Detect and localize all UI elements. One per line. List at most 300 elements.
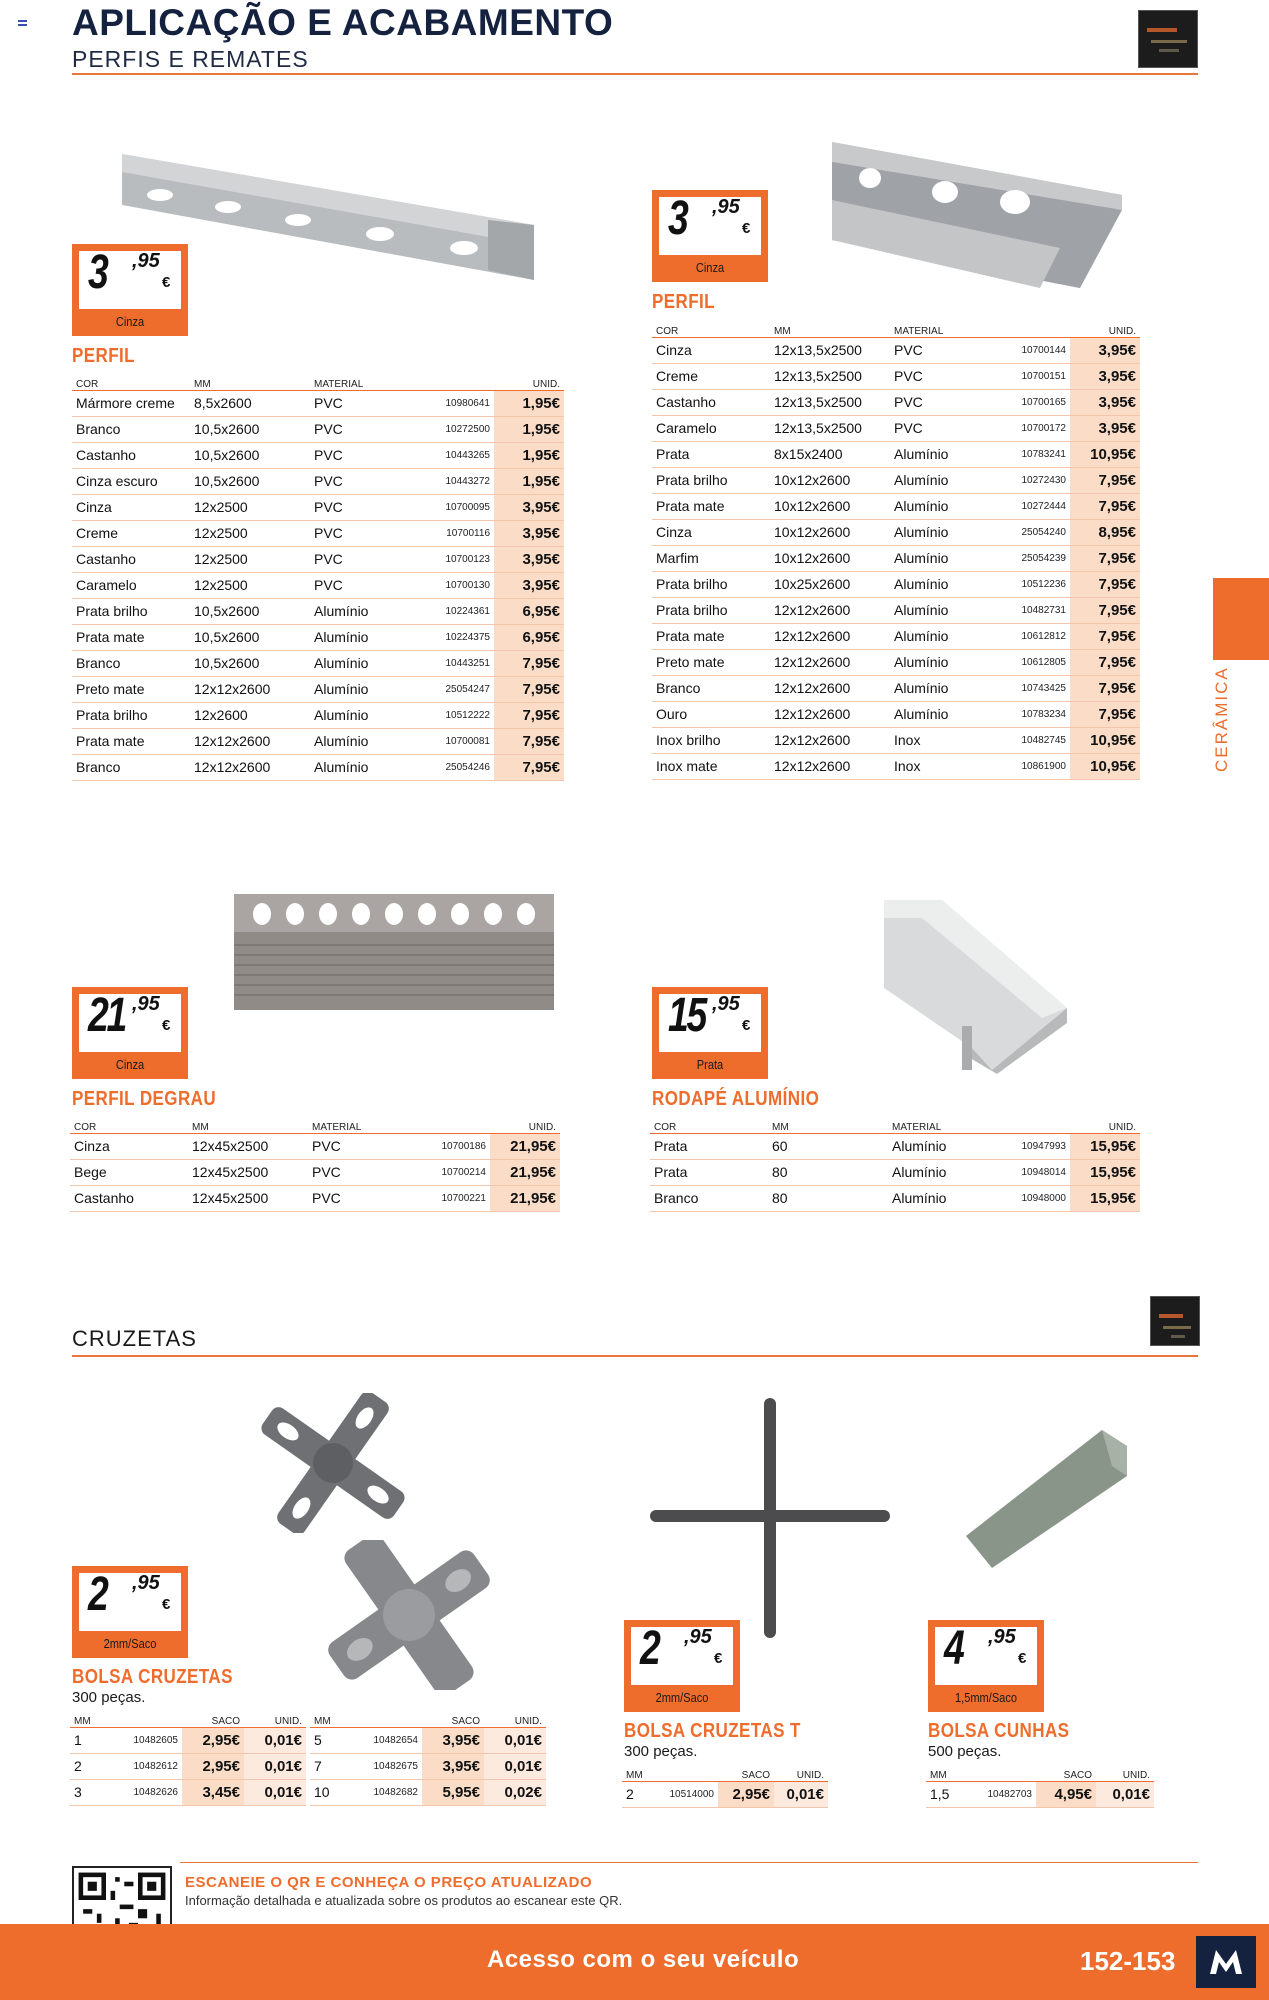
table-row bbox=[652, 337, 1140, 363]
cell-price: 6,95€ bbox=[494, 624, 564, 650]
perfil-degrau-table bbox=[70, 1116, 560, 1212]
column-header: UNID. bbox=[1070, 320, 1140, 337]
cell-bag-price: 5,95€ bbox=[422, 1779, 484, 1805]
column-header: MM bbox=[190, 373, 310, 390]
cell-price: 7,95€ bbox=[1070, 571, 1140, 597]
cell-price: 7,95€ bbox=[1070, 545, 1140, 571]
cell-color: Ouro bbox=[652, 701, 770, 727]
price-badge-bolsa-cruzetas-t: 2 ,95 € 2mm/Saco bbox=[624, 1620, 740, 1712]
cell-size: 10x12x2600 bbox=[770, 493, 890, 519]
cell-material: Alumínio bbox=[890, 623, 1000, 649]
column-header bbox=[1000, 320, 1070, 337]
table-row bbox=[652, 545, 1140, 571]
cell-color: Inox brilho bbox=[652, 727, 770, 753]
cell-color: Preto mate bbox=[72, 676, 190, 702]
cell-material: Alumínio bbox=[890, 545, 1000, 571]
cell-sku: 10482675 bbox=[350, 1753, 422, 1779]
table-row bbox=[652, 675, 1140, 701]
cell-material: Alumínio bbox=[890, 701, 1000, 727]
table-header-row bbox=[72, 373, 564, 390]
cell-color: Inox mate bbox=[652, 753, 770, 779]
table-row bbox=[72, 442, 564, 468]
cell-sku: 10272430 bbox=[1000, 467, 1070, 493]
cell-size: 12x2500 bbox=[190, 520, 310, 546]
table-row bbox=[926, 1781, 1154, 1807]
cell-size: 12x2500 bbox=[190, 494, 310, 520]
cell-size: 12x2600 bbox=[190, 702, 310, 728]
cell-sku: 10700116 bbox=[422, 520, 494, 546]
column-header: SACO bbox=[182, 1710, 244, 1727]
cell-price: 10,95€ bbox=[1070, 441, 1140, 467]
cell-material: PVC bbox=[310, 390, 422, 416]
cell-material: Alumínio bbox=[888, 1159, 1000, 1185]
cell-material: PVC bbox=[310, 494, 422, 520]
cell-size: 10,5x2600 bbox=[190, 598, 310, 624]
column-header: MM bbox=[310, 1710, 350, 1727]
cell-size: 12x12x2600 bbox=[190, 754, 310, 780]
cell-size: 12x13,5x2500 bbox=[770, 389, 890, 415]
cell-price: 7,95€ bbox=[1070, 493, 1140, 519]
price-badge-perfil-b: 3 ,95 € Cinza bbox=[652, 190, 768, 282]
table-row bbox=[310, 1779, 546, 1805]
cell-unit-price: 0,02€ bbox=[484, 1779, 546, 1805]
column-header bbox=[1000, 1116, 1070, 1133]
qr-subtitle: Informação detalhada e atualizada sobre os produtos ao escanear este QR. bbox=[185, 1893, 623, 1908]
cell-price: 7,95€ bbox=[1070, 467, 1140, 493]
bolsa-cruzetas-table-left bbox=[70, 1710, 306, 1806]
cell-size: 8,5x2600 bbox=[190, 390, 310, 416]
cell-sku: 10700144 bbox=[1000, 337, 1070, 363]
column-header: MATERIAL bbox=[310, 373, 422, 390]
cell-sku: 10514000 bbox=[656, 1781, 718, 1807]
cell-price: 15,95€ bbox=[1070, 1133, 1140, 1159]
table-row bbox=[650, 1185, 1140, 1211]
cell-sku: 10612812 bbox=[1000, 623, 1070, 649]
cruzeta-cross-image-2 bbox=[318, 1540, 500, 1690]
table-header-row bbox=[652, 320, 1140, 337]
cell-sku: 10947993 bbox=[1000, 1133, 1070, 1159]
cell-bag-price: 4,95€ bbox=[1036, 1781, 1096, 1807]
bolsa-cunhas-table bbox=[926, 1764, 1154, 1808]
cell-color: Bege bbox=[70, 1159, 188, 1185]
cell-size: 12x13,5x2500 bbox=[770, 363, 890, 389]
column-header bbox=[110, 1710, 182, 1727]
cell-color: Castanho bbox=[70, 1185, 188, 1211]
table-header-row bbox=[310, 1710, 546, 1727]
perfil-b-image bbox=[830, 140, 1125, 290]
cruzeta-t-image bbox=[650, 1398, 890, 1638]
table-row bbox=[70, 1727, 306, 1753]
cell-sku: 10272500 bbox=[422, 416, 494, 442]
page-title: APLICAÇÃO E ACABAMENTO bbox=[72, 2, 614, 43]
cell-price: 7,95€ bbox=[1070, 649, 1140, 675]
cell-color: Branco bbox=[650, 1185, 768, 1211]
cell-material: PVC bbox=[310, 468, 422, 494]
cell-color: Prata brilho bbox=[72, 598, 190, 624]
cell-price: 7,95€ bbox=[494, 650, 564, 676]
cell-bag-price: 3,95€ bbox=[422, 1753, 484, 1779]
cell-price: 10,95€ bbox=[1070, 753, 1140, 779]
cell-material: PVC bbox=[890, 415, 1000, 441]
cell-size: 12x45x2500 bbox=[188, 1159, 308, 1185]
cell-sku: 25054246 bbox=[422, 754, 494, 780]
table-row bbox=[72, 416, 564, 442]
table-header-row bbox=[622, 1764, 828, 1781]
cell-price: 3,95€ bbox=[1070, 363, 1140, 389]
cell-price: 21,95€ bbox=[490, 1133, 560, 1159]
cell-size: 12x12x2600 bbox=[770, 753, 890, 779]
cell-size: 1 bbox=[70, 1727, 110, 1753]
cell-unit-price: 0,01€ bbox=[244, 1727, 306, 1753]
cell-color: Prata brilho bbox=[72, 702, 190, 728]
cell-material: Alumínio bbox=[310, 598, 422, 624]
cell-color: Prata mate bbox=[652, 623, 770, 649]
rodape-title: RODAPÉ ALUMÍNIO bbox=[652, 1088, 820, 1110]
table-row bbox=[652, 649, 1140, 675]
cell-material: Alumínio bbox=[890, 571, 1000, 597]
cell-material: Alumínio bbox=[310, 728, 422, 754]
column-header: SACO bbox=[718, 1764, 774, 1781]
cell-size: 10,5x2600 bbox=[190, 650, 310, 676]
cell-price: 7,95€ bbox=[1070, 675, 1140, 701]
bolsa-cruzetas-t-table bbox=[622, 1764, 828, 1808]
cell-color: Prata brilho bbox=[652, 597, 770, 623]
cell-color: Cinza bbox=[70, 1133, 188, 1159]
cell-size: 10x12x2600 bbox=[770, 545, 890, 571]
column-header: MM bbox=[770, 320, 890, 337]
cell-sku: 10700123 bbox=[422, 546, 494, 572]
cell-color: Caramelo bbox=[72, 572, 190, 598]
cell-price: 21,95€ bbox=[490, 1159, 560, 1185]
table-row bbox=[310, 1727, 546, 1753]
cell-material: PVC bbox=[310, 546, 422, 572]
bolsa-cruzetas-table-right bbox=[310, 1710, 546, 1806]
cruzetas-divider bbox=[72, 1355, 1198, 1357]
cell-color: Prata mate bbox=[72, 728, 190, 754]
cell-sku: 10700151 bbox=[1000, 363, 1070, 389]
table-row bbox=[72, 520, 564, 546]
table-row bbox=[652, 701, 1140, 727]
cell-sku: 10743425 bbox=[1000, 675, 1070, 701]
bolsa-cunhas-title: BOLSA CUNHAS bbox=[928, 1720, 1070, 1742]
cell-color: Prata bbox=[650, 1133, 768, 1159]
cell-material: Alumínio bbox=[890, 441, 1000, 467]
table-row bbox=[310, 1753, 546, 1779]
cell-bag-price: 2,95€ bbox=[182, 1753, 244, 1779]
cell-size: 10,5x2600 bbox=[190, 624, 310, 650]
brand-logo-small bbox=[1150, 1296, 1200, 1346]
cell-price: 3,95€ bbox=[494, 494, 564, 520]
cell-material: Alumínio bbox=[890, 649, 1000, 675]
cell-material: Inox bbox=[890, 727, 1000, 753]
column-header: SACO bbox=[1036, 1764, 1096, 1781]
cell-price: 7,95€ bbox=[494, 728, 564, 754]
cell-size: 12x2500 bbox=[190, 572, 310, 598]
cell-size: 12x12x2600 bbox=[770, 675, 890, 701]
cell-color: Caramelo bbox=[652, 415, 770, 441]
cell-size: 12x12x2600 bbox=[190, 728, 310, 754]
column-header: MM bbox=[70, 1710, 110, 1727]
footer-text: Acesso com o seu veículo bbox=[487, 1946, 800, 1973]
table-row bbox=[72, 754, 564, 780]
cell-sku: 10482745 bbox=[1000, 727, 1070, 753]
cell-material: PVC bbox=[308, 1185, 420, 1211]
cell-material: Alumínio bbox=[310, 676, 422, 702]
cell-size: 80 bbox=[768, 1159, 888, 1185]
column-header: MATERIAL bbox=[308, 1116, 420, 1133]
column-header: MATERIAL bbox=[888, 1116, 1000, 1133]
table-row bbox=[652, 753, 1140, 779]
cell-color: Castanho bbox=[72, 442, 190, 468]
brand-logo bbox=[1138, 10, 1198, 68]
cell-price: 7,95€ bbox=[494, 702, 564, 728]
menu-icon[interactable] bbox=[18, 20, 27, 26]
cell-sku: 10700095 bbox=[422, 494, 494, 520]
cell-price: 7,95€ bbox=[1070, 701, 1140, 727]
cell-material: PVC bbox=[310, 416, 422, 442]
table-row bbox=[652, 363, 1140, 389]
table-header-row bbox=[70, 1116, 560, 1133]
table-row bbox=[70, 1753, 306, 1779]
cell-material: Alumínio bbox=[890, 493, 1000, 519]
cell-price: 15,95€ bbox=[1070, 1185, 1140, 1211]
page-subtitle: PERFIS E REMATES bbox=[72, 46, 309, 72]
cell-sku: 10700186 bbox=[420, 1133, 490, 1159]
cruzeta-cross-image-1 bbox=[248, 1393, 418, 1533]
cell-material: PVC bbox=[890, 363, 1000, 389]
table-row bbox=[72, 650, 564, 676]
column-header: COR bbox=[652, 320, 770, 337]
cell-size: 1,5 bbox=[926, 1781, 970, 1807]
table-row bbox=[650, 1159, 1140, 1185]
cell-sku: 10224361 bbox=[422, 598, 494, 624]
cell-price: 3,95€ bbox=[494, 572, 564, 598]
cell-price: 3,95€ bbox=[494, 520, 564, 546]
cell-size: 2 bbox=[70, 1753, 110, 1779]
table-row bbox=[650, 1133, 1140, 1159]
cell-price: 1,95€ bbox=[494, 390, 564, 416]
cell-color: Prata brilho bbox=[652, 571, 770, 597]
cell-price: 6,95€ bbox=[494, 598, 564, 624]
cell-material: Alumínio bbox=[890, 675, 1000, 701]
cell-size: 12x45x2500 bbox=[188, 1133, 308, 1159]
cell-size: 12x13,5x2500 bbox=[770, 337, 890, 363]
perfil-a-title: PERFIL bbox=[72, 345, 136, 367]
cell-sku: 10783234 bbox=[1000, 701, 1070, 727]
table-row bbox=[622, 1781, 828, 1807]
table-row bbox=[72, 546, 564, 572]
cell-material: PVC bbox=[890, 337, 1000, 363]
cell-price: 7,95€ bbox=[494, 676, 564, 702]
table-row bbox=[70, 1185, 560, 1211]
cell-color: Preto mate bbox=[652, 649, 770, 675]
cell-color: Castanho bbox=[652, 389, 770, 415]
table-row bbox=[652, 389, 1140, 415]
qr-divider bbox=[180, 1862, 1198, 1863]
cell-bag-price: 2,95€ bbox=[718, 1781, 774, 1807]
cell-sku: 25054240 bbox=[1000, 519, 1070, 545]
column-header: MM bbox=[768, 1116, 888, 1133]
cell-size: 12x12x2600 bbox=[770, 649, 890, 675]
price-badge-perfil-degrau: 21 ,95 € Cinza bbox=[72, 987, 188, 1079]
table-row bbox=[70, 1779, 306, 1805]
cell-material: Alumínio bbox=[890, 597, 1000, 623]
cell-color: Cinza bbox=[652, 337, 770, 363]
column-header: MM bbox=[622, 1764, 656, 1781]
cell-color: Castanho bbox=[72, 546, 190, 572]
cell-material: Alumínio bbox=[890, 519, 1000, 545]
cell-size: 12x12x2600 bbox=[770, 727, 890, 753]
cell-sku: 10272444 bbox=[1000, 493, 1070, 519]
qr-title: ESCANEIE O QR E CONHEÇA O PREÇO ATUALIZADO bbox=[185, 1874, 593, 1891]
cell-sku: 10861900 bbox=[1000, 753, 1070, 779]
cell-sku: 10482682 bbox=[350, 1779, 422, 1805]
cell-price: 1,95€ bbox=[494, 442, 564, 468]
cell-sku: 10482605 bbox=[110, 1727, 182, 1753]
cell-price: 7,95€ bbox=[494, 754, 564, 780]
cell-price: 21,95€ bbox=[490, 1185, 560, 1211]
table-row bbox=[72, 624, 564, 650]
cell-material: PVC bbox=[890, 389, 1000, 415]
cell-sku: 10948000 bbox=[1000, 1185, 1070, 1211]
table-row bbox=[652, 441, 1140, 467]
header-divider bbox=[72, 73, 1198, 75]
price-badge-perfil-a: 3 ,95 € Cinza bbox=[72, 244, 188, 336]
cell-color: Branco bbox=[652, 675, 770, 701]
category-tab-label[interactable]: CERÂMICA bbox=[1212, 666, 1231, 772]
column-header: MM bbox=[926, 1764, 970, 1781]
bolsa-cruzetas-subtitle: 300 peças. bbox=[72, 1689, 146, 1706]
footer-brand-logo bbox=[1196, 1936, 1256, 1988]
cell-color: Cinza bbox=[72, 494, 190, 520]
perfil-a-table bbox=[72, 373, 564, 781]
cell-price: 8,95€ bbox=[1070, 519, 1140, 545]
cell-color: Prata mate bbox=[72, 624, 190, 650]
cell-sku: 25054247 bbox=[422, 676, 494, 702]
cell-size: 10,5x2600 bbox=[190, 416, 310, 442]
cell-price: 1,95€ bbox=[494, 468, 564, 494]
cell-size: 12x12x2600 bbox=[770, 701, 890, 727]
cell-material: PVC bbox=[310, 442, 422, 468]
cell-material: Alumínio bbox=[890, 467, 1000, 493]
cell-sku: 10700130 bbox=[422, 572, 494, 598]
cell-material: PVC bbox=[310, 572, 422, 598]
cell-size: 8x15x2400 bbox=[770, 441, 890, 467]
cell-size: 10,5x2600 bbox=[190, 468, 310, 494]
cell-sku: 10482731 bbox=[1000, 597, 1070, 623]
cell-color: Creme bbox=[652, 363, 770, 389]
cell-material: PVC bbox=[310, 520, 422, 546]
cell-price: 3,95€ bbox=[1070, 389, 1140, 415]
table-row bbox=[652, 571, 1140, 597]
cell-sku: 10482626 bbox=[110, 1779, 182, 1805]
table-row bbox=[72, 598, 564, 624]
cell-material: Alumínio bbox=[310, 754, 422, 780]
cell-price: 3,95€ bbox=[1070, 415, 1140, 441]
cell-color: Prata brilho bbox=[652, 467, 770, 493]
cell-sku: 10980641 bbox=[422, 390, 494, 416]
table-row bbox=[72, 702, 564, 728]
column-header bbox=[420, 1116, 490, 1133]
bolsa-cunhas-subtitle: 500 peças. bbox=[928, 1743, 1002, 1760]
column-header: UNID. bbox=[484, 1710, 546, 1727]
cell-bag-price: 2,95€ bbox=[182, 1727, 244, 1753]
cell-sku: 10783241 bbox=[1000, 441, 1070, 467]
cell-unit-price: 0,01€ bbox=[774, 1781, 828, 1807]
table-row bbox=[652, 467, 1140, 493]
table-row bbox=[70, 1133, 560, 1159]
cell-size: 3 bbox=[70, 1779, 110, 1805]
cell-size: 12x12x2600 bbox=[770, 597, 890, 623]
cell-size: 5 bbox=[310, 1727, 350, 1753]
table-row bbox=[652, 493, 1140, 519]
bolsa-cruzetas-title: BOLSA CRUZETAS bbox=[72, 1666, 233, 1688]
cell-sku: 10700081 bbox=[422, 728, 494, 754]
rodape-image bbox=[882, 898, 1072, 1074]
column-header: COR bbox=[72, 373, 190, 390]
cell-material: PVC bbox=[308, 1159, 420, 1185]
cell-sku: 10443251 bbox=[422, 650, 494, 676]
cell-sku: 10700214 bbox=[420, 1159, 490, 1185]
rodape-table bbox=[650, 1116, 1140, 1212]
category-tab-marker bbox=[1213, 578, 1269, 660]
price-badge-rodape: 15 ,95 € Prata bbox=[652, 987, 768, 1079]
cell-size: 12x12x2600 bbox=[770, 623, 890, 649]
cell-size: 10x25x2600 bbox=[770, 571, 890, 597]
cell-size: 12x45x2500 bbox=[188, 1185, 308, 1211]
cell-material: Alumínio bbox=[888, 1133, 1000, 1159]
cell-color: Marfim bbox=[652, 545, 770, 571]
cell-sku: 10512222 bbox=[422, 702, 494, 728]
cruzetas-section-title: CRUZETAS bbox=[72, 1326, 197, 1351]
cell-price: 3,95€ bbox=[1070, 337, 1140, 363]
cell-color: Branco bbox=[72, 650, 190, 676]
cell-size: 10 bbox=[310, 1779, 350, 1805]
cell-color: Prata bbox=[652, 441, 770, 467]
cell-material: Alumínio bbox=[310, 624, 422, 650]
table-row bbox=[72, 728, 564, 754]
table-row bbox=[652, 415, 1140, 441]
column-header bbox=[422, 373, 494, 390]
table-row bbox=[652, 597, 1140, 623]
cell-size: 12x2500 bbox=[190, 546, 310, 572]
table-header-row bbox=[70, 1710, 306, 1727]
cell-color: Branco bbox=[72, 416, 190, 442]
table-row bbox=[72, 494, 564, 520]
cell-size: 7 bbox=[310, 1753, 350, 1779]
cell-size: 10x12x2600 bbox=[770, 467, 890, 493]
cell-material: PVC bbox=[308, 1133, 420, 1159]
cell-size: 2 bbox=[622, 1781, 656, 1807]
cell-color: Prata bbox=[650, 1159, 768, 1185]
cell-color: Branco bbox=[72, 754, 190, 780]
cell-color: Cinza escuro bbox=[72, 468, 190, 494]
cell-price: 10,95€ bbox=[1070, 727, 1140, 753]
cell-size: 12x12x2600 bbox=[190, 676, 310, 702]
table-row bbox=[72, 676, 564, 702]
column-header: COR bbox=[650, 1116, 768, 1133]
cell-price: 15,95€ bbox=[1070, 1159, 1140, 1185]
table-header-row bbox=[650, 1116, 1140, 1133]
column-header: UNID. bbox=[1096, 1764, 1154, 1781]
bolsa-cruzetas-t-title: BOLSA CRUZETAS T bbox=[624, 1720, 801, 1742]
cell-color: Creme bbox=[72, 520, 190, 546]
column-header: COR bbox=[70, 1116, 188, 1133]
cell-material: Alumínio bbox=[310, 650, 422, 676]
cell-sku: 10612805 bbox=[1000, 649, 1070, 675]
column-header: UNID. bbox=[244, 1710, 306, 1727]
cell-bag-price: 3,95€ bbox=[422, 1727, 484, 1753]
